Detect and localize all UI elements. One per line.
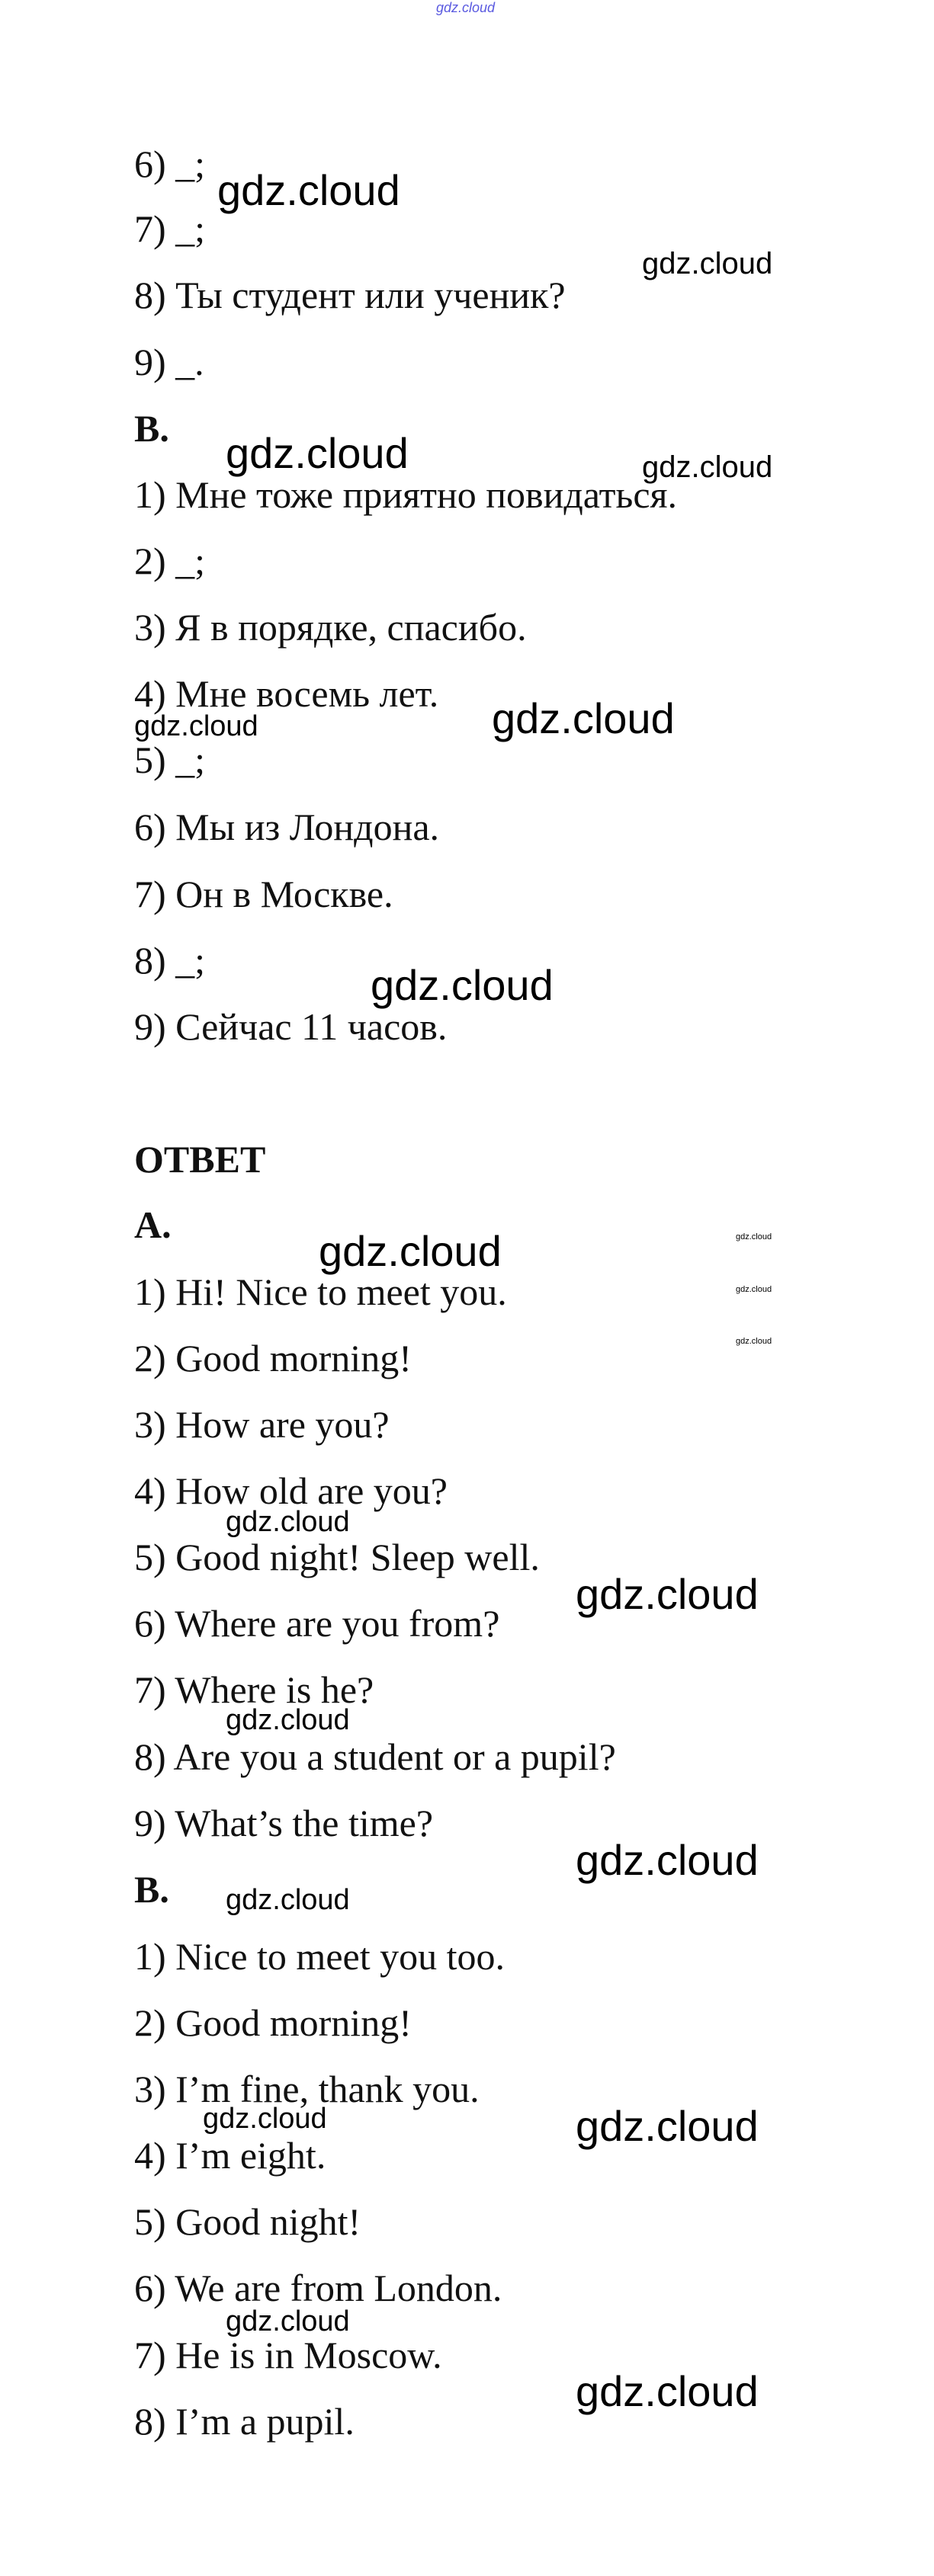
answer-a-item: 5) Good night! Sleep well.: [134, 1536, 540, 1578]
watermark: gdz.cloud: [642, 450, 773, 484]
answer-b-item: 8) I’m a pupil.: [134, 2400, 355, 2443]
answer-a-item: 4) How old are you?: [134, 1469, 448, 1512]
answer-a-item: 3) How are you?: [134, 1403, 390, 1446]
question-b-heading: B.: [134, 407, 169, 450]
answer-a-heading: A.: [134, 1203, 172, 1246]
answer-a-item: 9) What’s the time?: [134, 1802, 434, 1844]
watermark: gdz.cloud: [203, 2103, 327, 2135]
watermark: gdz.cloud: [492, 694, 675, 742]
watermark: gdz.cloud: [576, 2367, 759, 2415]
question-b-item: 6) Мы из Лондона.: [134, 806, 440, 848]
watermark: gdz.cloud: [226, 1704, 350, 1736]
answer-a-item: 7) Where is he?: [134, 1668, 374, 1711]
watermark: gdz.cloud: [134, 710, 258, 742]
question-a-item: 9) _.: [134, 341, 204, 383]
watermark: gdz.cloud: [226, 1884, 350, 1916]
question-b-item: 1) Мне тоже приятно повидаться.: [134, 473, 678, 516]
answer-b-item: 2) Good morning!: [134, 2001, 412, 2044]
answer-b-item: 4) I’m eight.: [134, 2134, 326, 2177]
question-b-item: 4) Мне восемь лет.: [134, 672, 439, 715]
answer-b-item: 7) He is in Moscow.: [134, 2334, 442, 2376]
answer-b-heading: B.: [134, 1868, 169, 1911]
answer-a-item: 1) Hi! Nice to meet you.: [134, 1270, 507, 1313]
watermark: gdz.cloud: [736, 1285, 772, 1294]
question-b-item: 2) _;: [134, 540, 206, 582]
watermark: gdz.cloud: [736, 1337, 772, 1346]
watermark: gdz.cloud: [226, 2305, 350, 2337]
answer-b-item: 3) I’m fine, thank you.: [134, 2068, 480, 2110]
watermark: gdz.cloud: [576, 1570, 759, 1618]
watermark: gdz.cloud: [226, 429, 409, 477]
watermark: gdz.cloud: [576, 1836, 759, 1884]
question-b-item: 9) Сейчас 11 часов.: [134, 1005, 448, 1048]
answer-b-item: 1) Nice to meet you too.: [134, 1935, 505, 1978]
watermark: gdz.cloud: [226, 1506, 350, 1538]
watermark: gdz.cloud: [371, 961, 554, 1009]
question-b-item: 7) Он в Москве.: [134, 873, 393, 915]
watermark: gdz.cloud: [576, 2102, 759, 2150]
answer-title: ОТВЕТ: [134, 1138, 266, 1181]
question-b-item: 5) _;: [134, 739, 206, 781]
watermark: gdz.cloud: [217, 166, 400, 214]
answer-a-item: 6) Where are you from?: [134, 1602, 500, 1645]
watermark: gdz.cloud: [642, 247, 773, 280]
question-b-item: 8) _;: [134, 939, 206, 982]
watermark: gdz.cloud: [736, 1232, 772, 1242]
answer-b-item: 6) We are from London.: [134, 2267, 502, 2309]
site-mark: gdz.cloud: [436, 0, 496, 15]
question-a-item: 8) Ты студент или ученик?: [134, 274, 566, 316]
answer-a-item: 8) Are you a student or a pupil?: [134, 1735, 616, 1778]
watermark: gdz.cloud: [319, 1227, 502, 1275]
answer-a-item: 2) Good morning!: [134, 1337, 412, 1379]
question-a-item: 7) _;: [134, 207, 206, 250]
answer-b-item: 5) Good night!: [134, 2200, 361, 2243]
question-a-item: 6) _;: [134, 143, 206, 185]
question-b-item: 3) Я в порядке, спасибо.: [134, 606, 527, 649]
